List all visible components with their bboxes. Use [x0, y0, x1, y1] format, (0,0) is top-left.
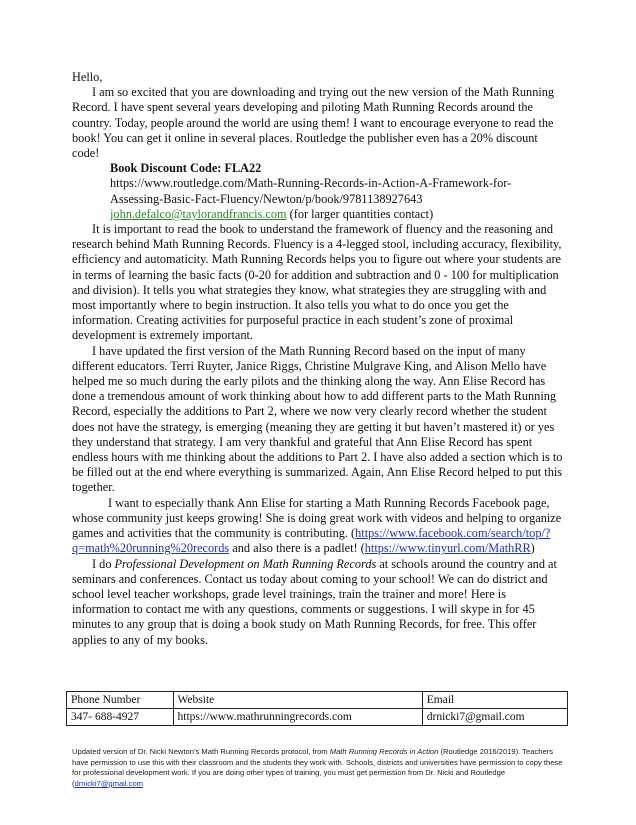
- facebook-paragraph: I want to especially thank Ann Elise for starting a Math Running Records Facebook page, whose community just keeps growing! She is doing great work with videos and helping to organize games and activities that the community is contributing. (https://www.facebook.com/search/top/?q=math%20running%20records and also there is a padlet! (https://www.tinyurl.com/MathRR): [72, 495, 562, 556]
- footer-text-a: Updated version of Dr. Nicki Newton’s Math Running Records protocol, from: [72, 747, 330, 756]
- intro-paragraph: I am so excited that you are downloading and trying out the new version of the Math Running Record. I have spent several years developing and piloting Math Running Records around the country. Today, people around the world are using them! I want to encourage everyone to read the book! You can get it online in several places. Routledge the publisher even has a 20% discount code!: [72, 85, 555, 161]
- facebook-link[interactable]: https://www.facebook.com/search/top/?q=math%20running%20records: [72, 526, 551, 556]
- greeting: Hello,: [72, 70, 103, 84]
- website-value[interactable]: https://www.mathrunningrecords.com: [173, 709, 422, 726]
- footer-text-b: (Routledge 2016/2019). Teachers have permission to use this with their classroom and the students they work with. Schools, districts and universities have permission to copy these for professional development work. If you are doing other types of training, you must get permission from Dr. Nicki and Routledge (: [72, 747, 563, 788]
- footer-book-title: Math Running Records in Action: [329, 747, 439, 756]
- padlet-close: ): [530, 541, 535, 556]
- acknowledgements-paragraph: I have updated the first version of the Math Running Record based on the input of many different educators. Terri Ruyter, Janice Riggs, Christine Mulgrave King, and Alison Mello have helped me so much during the early pilots and the thinking along the way. Ann Elise Record has done a tremendous amount of work thinking about how to add different parts to the Math Running Record, especially the additions to Part 2, where we now very clearly record whether the student does not have the strategy, is emerging (meaning they are getting it but haven’t mastered it) or yes they understand that strategy. I am very thankful and grateful that Ann Elise Record has spent endless hours with me thinking about the additions to Part 2. I have also added a section which is to be filled out at the end where everything is summarized. Again, Ann Elise Record helped to put this together.: [72, 343, 563, 495]
- contact-table-value-row: [67, 709, 568, 726]
- discount-contact-line: [110, 207, 564, 222]
- discount-code-title: Book Discount Code: FLA22: [110, 161, 262, 176]
- routledge-email-link[interactable]: john.defalco@taylorandfrancis.com: [110, 206, 287, 221]
- discount-block: [110, 161, 564, 222]
- pd-rest: at schools around the country and at seminars and conferences. Contact us today about coming to your school! We can do district and school level teacher workshops, grade level trainings, train the trainer and more! Here is information to contact me with any questions, comments or suggestions. I will skype in for 45 minutes to any group that is doing a book study on Math Running Records, for free. This offer applies to any of my books.: [72, 556, 557, 647]
- routledge-url[interactable]: https://www.routledge.com/Math-Running-Records-in-Action-A-Framework-for-Assessing-Basic-Fact-Fluency/Newton/p/book/9781138927643: [110, 176, 512, 206]
- contact-table-header-row: [67, 692, 568, 709]
- padlet-text: and also there is a padlet! (: [229, 541, 365, 556]
- header-website: Website: [173, 692, 422, 709]
- pd-paragraph: [72, 557, 564, 648]
- header-email: Email: [422, 692, 567, 709]
- footer-note: [72, 747, 568, 789]
- phone-value: 347- 688-4927: [67, 709, 174, 726]
- facebook-paragraph-text: I want to especially thank Ann Elise for starting a Math Running Records Facebook page, whose community just keeps growing! She is doing great work with videos and helping to organize games and activities that the community is contributing.: [72, 495, 562, 541]
- pd-lead: I do: [92, 556, 115, 571]
- discount-contact-note: (for larger quantities contact): [286, 206, 434, 221]
- fluency-paragraph: It is important to read the book to understand the framework of fluency and the reasoning and research behind Math Running Records. Fluency is a 4-legged stool, including accuracy, flexibility, efficiency and automaticity. Math Running Records helps you to figure out where your students are in terms of learning the basic facts (0-20 for addition and subtraction and 0 - 100 for multiplication and division). It tells you what strategies they know, what strategies they are struggling with and most importantly where to begin instruction. It also tells you what to do once you get the information. Creating activities for purposeful practice in each student’s zone of proximal development is extremely important.: [72, 222, 562, 343]
- footer-email-link[interactable]: drnicki7@gmail.com: [74, 778, 144, 788]
- contact-table: [66, 691, 568, 726]
- email-value[interactable]: drnicki7@gmail.com: [422, 709, 567, 726]
- padlet-link[interactable]: https://www.tinyurl.com/MathRR: [364, 541, 531, 556]
- letter-body: [72, 70, 564, 648]
- header-phone: Phone Number: [67, 692, 174, 709]
- pd-emphasis: Professional Development on Math Running Records: [114, 556, 377, 571]
